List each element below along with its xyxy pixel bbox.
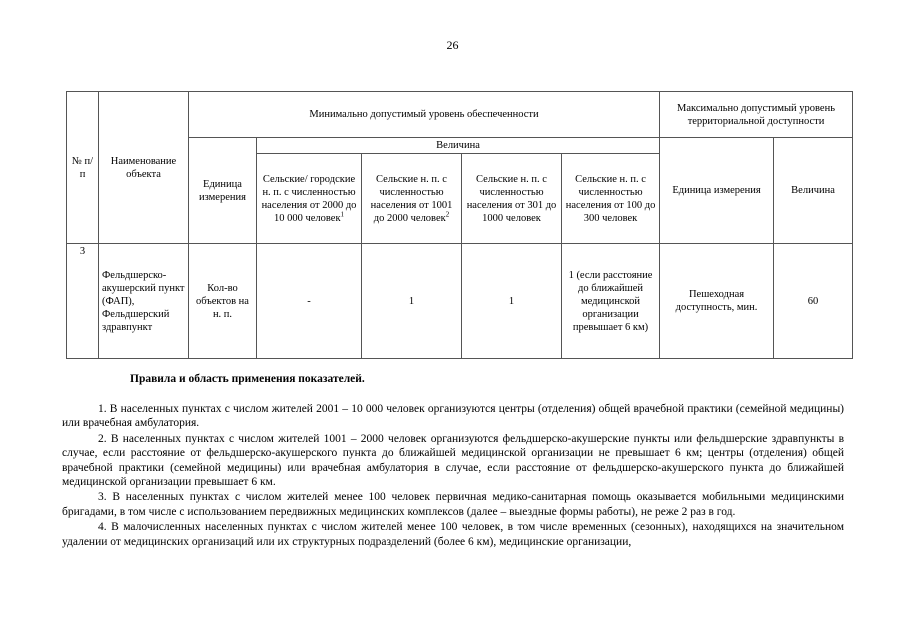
standards-table [66, 91, 853, 359]
header-col-rural-urban [257, 154, 362, 244]
header-col-100-300: Сельские н. п. с численностью населения от 100 до 300 человек [562, 154, 660, 244]
row-value-100-300: 1 (если расстояние до ближайшей медицинской организации превышает 6 км) [562, 244, 660, 359]
paragraph: 4. В малочисленных населенных пунктах с числом жителей менее 100 человек, в том числе временных (сезонных), находящихся на значительном удалении от медицинских организаций или их структурных подразделений (более 6 км), медицинские организации, [62, 521, 844, 548]
rules-heading: Правила и область применения показателей. [130, 373, 365, 385]
header-col-1001-2000 [362, 154, 462, 244]
header-col-rural-urban-text: Сельские/ городские н. п. с численностью населения от 2000 до 10 000 человек [261, 173, 357, 224]
paragraph: 2. В населенных пунктах с числом жителей 1001 – 2000 человек организуются фельдшерско-акушерские пункты или фельдшерские здравпункты в случае, если расстояние от фельдшерско-акушерского пункта до ближайшей медицинской организации не превышает 6 км; центры (отделения) общей врачебной практики (семейной медицины) или врачебная амбулатория в случае, если расстояние от фельдшерско-акушерского пункта до ближайшей медицинской организации превышает 6 км. [62, 432, 844, 489]
row-value-1001-2000: 1 [362, 244, 462, 359]
header-max-level: Максимально допустимый уровень территориальной доступности [660, 92, 853, 138]
row-name: Фельдшерско-акушерский пункт (ФАП), Фельдшерский здравпункт [99, 244, 189, 359]
paragraph: 3. В населенных пунктах с числом жителей менее 100 человек первичная медико-санитарная помощь оказывается мобильными медицинскими бригадами, в том числе с использованием передвижных медицинских комплексов (далее – выездные формы работы), не реже 2 раз в год. [62, 491, 844, 518]
row-num: 3 [67, 244, 99, 359]
table-row [67, 244, 853, 359]
header-num: № п/п [67, 92, 99, 244]
footnote-mark-2: 2 [445, 210, 450, 218]
header-unit: Единица измерения [189, 138, 257, 244]
page-number: 26 [446, 38, 459, 52]
header-name: Наименование объекта [99, 92, 189, 244]
row-max-unit: Пешеходная доступность, мин. [660, 244, 774, 359]
header-max-value: Величина [774, 138, 853, 244]
row-unit: Кол-во объектов на н. п. [189, 244, 257, 359]
header-col-1001-2000-text: Сельские н. п. с численностью населения от 1001 до 2000 человек [370, 173, 453, 224]
rules-paragraphs [62, 402, 844, 550]
header-max-unit: Единица измерения [660, 138, 774, 244]
paragraph: 1. В населенных пунктах с числом жителей 2001 – 10 000 человек организуются центры (отделения) общей врачебной практики (семейной медицины) или врачебная амбулатория. [62, 403, 844, 430]
row-max-value: 60 [774, 244, 853, 359]
row-value-301-1000: 1 [462, 244, 562, 359]
header-value-group: Величина [257, 138, 660, 154]
header-min-level: Минимально допустимый уровень обеспеченности [189, 92, 660, 138]
row-value-rural-urban: - [257, 244, 362, 359]
header-col-301-1000: Сельские н. п. с численностью населения от 301 до 1000 человек [462, 154, 562, 244]
footnote-mark-1: 1 [340, 210, 345, 218]
